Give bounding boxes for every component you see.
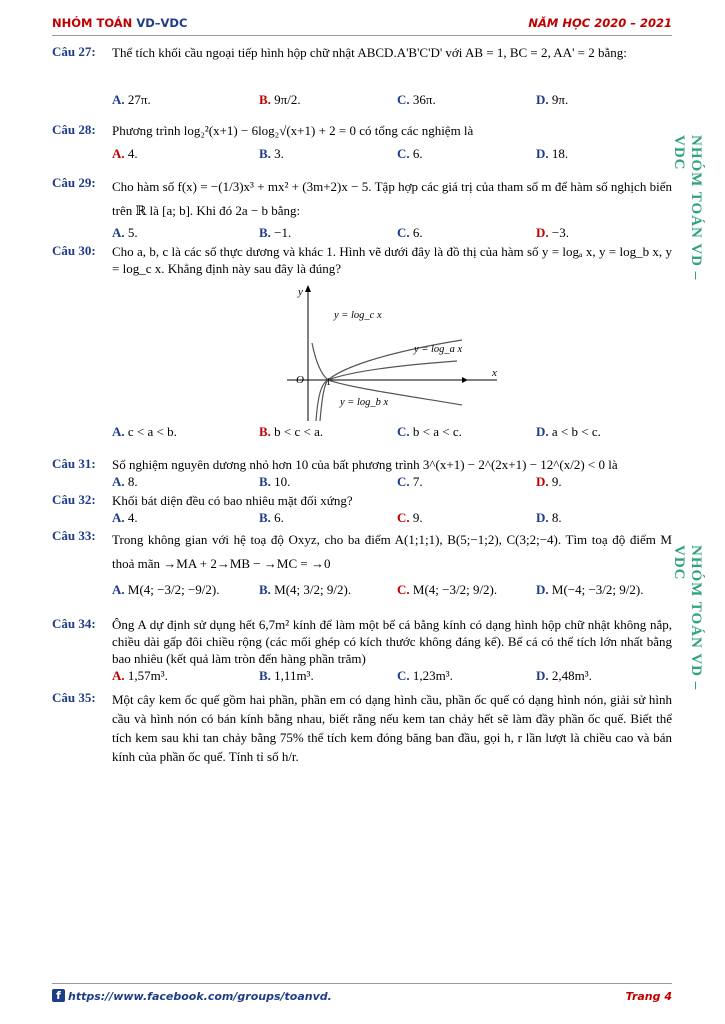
question-number: Câu 27: [52,44,96,59]
question-33 [52,528,672,608]
option-b: B. 9π/2. [259,92,301,107]
options [112,92,672,108]
question-number: Câu 29: [52,175,96,190]
x-axis-arrow [462,377,468,383]
question-text: Phương trình log₂²(x+1) − 6log₂√(x+1) + 2 = 0 có tổng các nghiệm là [112,123,474,138]
question-number: Câu 35: [52,690,96,705]
curve-log-a [320,361,457,421]
option-a: A. 1,57m³. [112,668,168,683]
option-c: C. 36π. [397,92,436,107]
page-footer [52,989,672,1005]
header-divider [52,35,672,36]
x-label: x [492,367,497,379]
question-34 [52,616,672,686]
options [112,225,672,241]
option-b: B. b < c < a. [259,424,324,439]
question-27 [52,44,672,112]
option-d: D. 9π. [536,92,569,107]
label-log-b: y = log_b x [340,397,389,408]
option-b: B. 3. [259,146,284,161]
option-c: C. M(4; −3/2; 9/2). [397,582,498,597]
facebook-group-link[interactable]: https://www.facebook.com/groups/toanvd. [68,990,332,1003]
question-32 [52,492,672,526]
options [112,474,672,490]
question-text: Khối bát diện đều có bao nhiêu mặt đối xứng? [112,493,353,508]
option-a: A. 8. [112,474,138,489]
origin-label: O [296,374,304,386]
side-label-top: NHÓM TOÁN VD – VDC [671,135,704,281]
group-name-part2: VD–VDC [136,16,188,30]
question-29 [52,175,672,240]
question-31 [52,456,672,491]
footer-divider [52,983,672,984]
options [112,424,672,440]
option-d: D. M(−4; −3/2; 9/2). [536,582,644,597]
option-a: A. 4. [112,146,138,161]
option-b: B. 1,11m³. [259,668,314,683]
y-label: y [298,286,303,298]
option-b: B. 10. [259,474,291,489]
question-35 [52,690,672,780]
question-28 [52,122,672,162]
option-b: B. −1. [259,225,292,240]
question-number: Câu 32: [52,492,96,507]
question-text: Số nghiệm nguyên dương nhỏ hơn 10 của bất phương trình 3^(x+1) − 2^(2x+1) − 12^(x/2) < 0 là [112,457,618,472]
question-text: Một cây kem ốc quế gồm hai phần, phần em có dạng hình cầu, phần ốc quế có dạng hình nón, giải sử hình cầu và hình nón có bán kính bằng nhau, biết rằng nếu kem tan chảy hết sẽ làm đầy phần ốc quế. Biết thể tích kem sau khi tan chảy bằng 75% thể tích kem đóng băng ban đầu, gọi h, r lần lượt là chiều cao và bán kính của phần ốc quế. Tính tỉ số h/r. [112,692,672,764]
label-log-c: y = log_c x [334,310,382,321]
question-number: Câu 28: [52,122,96,137]
options [112,146,672,162]
option-b: B. M(4; 3/2; 9/2). [259,582,352,597]
log-graph [282,283,497,423]
option-a: A. c < a < b. [112,424,177,439]
option-d: D. −3. [536,225,569,240]
option-d: D. 8. [536,510,562,525]
group-name-part1: NHÓM TOÁN [52,16,133,30]
option-d: D. 18. [536,146,569,161]
option-c: C. 9. [397,510,423,525]
side-label-bottom: NHÓM TOÁN VD – VDC [671,545,704,691]
question-number: Câu 30: [52,243,96,258]
y-axis-arrow [305,285,311,292]
school-year: NĂM HỌC 2020 – 2021 [528,16,672,30]
question-text: Trong không gian với hệ toạ độ Oxyz, cho ba điểm A(1;1;1), B(5;−1;2), C(3;2;−4). Tìm toạ độ điểm M thoả mãn →MA + 2→MB − →MC = →0 [112,532,672,571]
question-text: Ông A dự định sử dụng hết 6,7m² kính để làm một bể cá bằng kính có dạng hình hộp chữ nhật không nắp, chiều dài gấp đôi chiều rộng (các mối ghép có kích thước không đáng kể). Bể cá có thể tích lớn nhất bằng bao nhiêu (kết quả làm tròn đến hàng phần trăm) [112,617,672,666]
option-d: D. 2,48m³. [536,668,592,683]
page-number: Trang 4 [625,990,672,1003]
facebook-icon: f [52,989,65,1002]
question-number: Câu 34: [52,616,96,631]
option-b: B. 6. [259,510,284,525]
label-log-a: y = log_a x [414,344,463,355]
question-number: Câu 33: [52,528,96,543]
option-a: A. 4. [112,510,138,525]
option-c: C. b < a < c. [397,424,462,439]
option-c: C. 6. [397,225,423,240]
option-a: A. M(4; −3/2; −9/2). [112,582,220,597]
option-c: C. 7. [397,474,423,489]
option-a: A. 5. [112,225,138,240]
question-text: Cho hàm số f(x) = −(1/3)x³ + mx² + (3m+2)x − 5. Tập hợp các giá trị của tham số m để hàm số nghịch biến trên ℝ là [a; b]. Khi đó 2a − b bằng: [112,179,672,218]
option-d: D. a < b < c. [536,424,601,439]
option-c: C. 6. [397,146,423,161]
options [112,668,672,684]
options [112,582,672,598]
page-header [52,14,672,32]
question-number: Câu 31: [52,456,96,471]
option-a: A. 27π. [112,92,151,107]
option-d: D. 9. [536,474,562,489]
question-text: Cho a, b, c là các số thực dương và khác 1. Hình vẽ dưới đây là đồ thị của hàm số y = logₐ x, y = log_b x, y = log_c x. Khẳng định này sau đây là đúng? [112,244,672,276]
options [112,510,672,526]
group-name [52,16,187,30]
one-label: 1 [326,377,331,388]
option-c: C. 1,23m³. [397,668,453,683]
question-text: Thể tích khối cầu ngoại tiếp hình hộp chữ nhật ABCD.A'B'C'D' với AB = 1, BC = 2, AA' = 2 bằng: [112,45,627,60]
